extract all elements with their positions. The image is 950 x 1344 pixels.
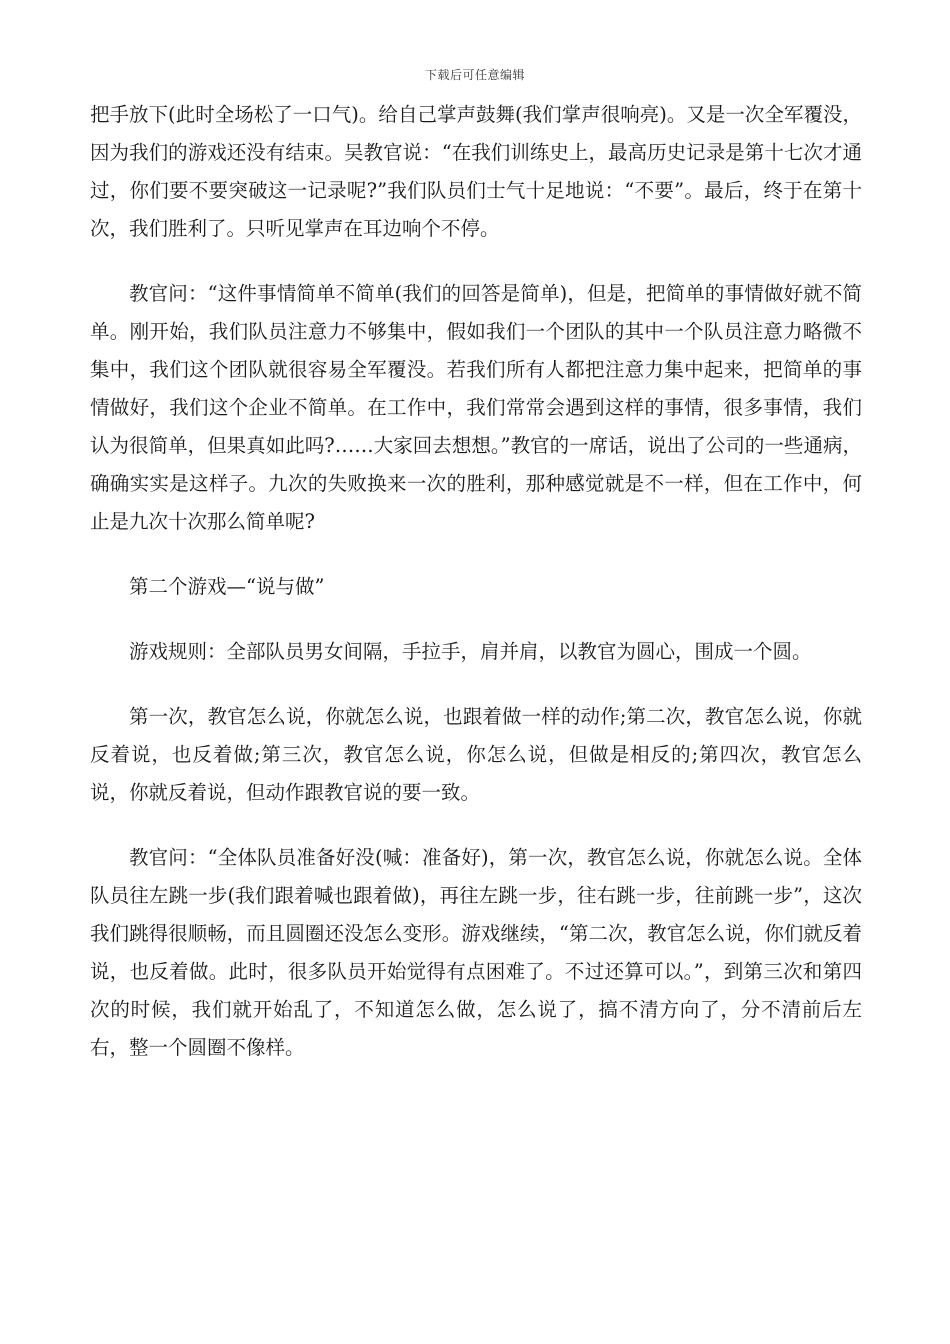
paragraph: 教官问：“全体队员准备好没(喊：准备好)，第一次，教官怎么说，你就怎么说。全体队员往左跳一步(我们跟着喊也跟着做)，再往左跳一步，往右跳一步，往前跳一步”，这次我们跳得很顺畅，而且圆圈还没怎么变形。游戏继续，“第二次，教官怎么说，你们就反着说，也反着做。此时，很多队员开始觉得有点困难了。不过还算可以。”，到第三次和第四次的时候，我们就开始乱了，不知道怎么做，怎么说了，搞不清方向了，分不清前后左右，整一个圆圈不像样。	[90, 846, 862, 1059]
page-header: 下载后可任意编辑	[424, 68, 525, 82]
paragraph: 第一次，教官怎么说，你就怎么说，也跟着做一样的动作;第二次，教官怎么说，你就反着说，也反着做;第三次，教官怎么说，你怎么说，但做是相反的;第四次，教官怎么说，你就反着说，但动作跟教官说的要一致。	[90, 705, 862, 804]
paragraph: 教官问：“这件事情简单不简单(我们的回答是简单)，但是，把简单的事情做好就不简单。刚开始，我们队员注意力不够集中，假如我们一个团队的其中一个队员注意力略微不集中，我们这个团队就很容易全军覆没。若我们所有人都把注意力集中起来，把简单的事情做好，我们这个企业不简单。在工作中，我们常常会遇到这样的事情，很多事情，我们认为很简单，但果真如此吗?……大家回去想想。”教官的一席话，说出了公司的一些通病，确确实实是这样子。九次的失败换来一次的胜利，那种感觉就是不一样，但在工作中，何止是九次十次那么简单呢?	[90, 282, 862, 533]
paragraph: 游戏规则：全部队员男女间隔，手拉手，肩并肩，以教官为圆心，围成一个圆。	[129, 640, 812, 663]
section-heading: 第二个游戏—“说与做”	[129, 575, 325, 598]
document-body	[90, 96, 862, 1094]
paragraph: 把手放下(此时全场松了一口气)。给自己掌声鼓舞(我们掌声很响亮)。又是一次全军覆没，因为我们的游戏还没有结束。吴教官说：“在我们训练史上，最高历史记录是第十七次才通过，你们要不要突破这一记录呢?”我们队员们士气十足地说：“不要”。最后，终于在第十次，我们胜利了。只听见掌声在耳边响个不停。	[90, 103, 862, 240]
